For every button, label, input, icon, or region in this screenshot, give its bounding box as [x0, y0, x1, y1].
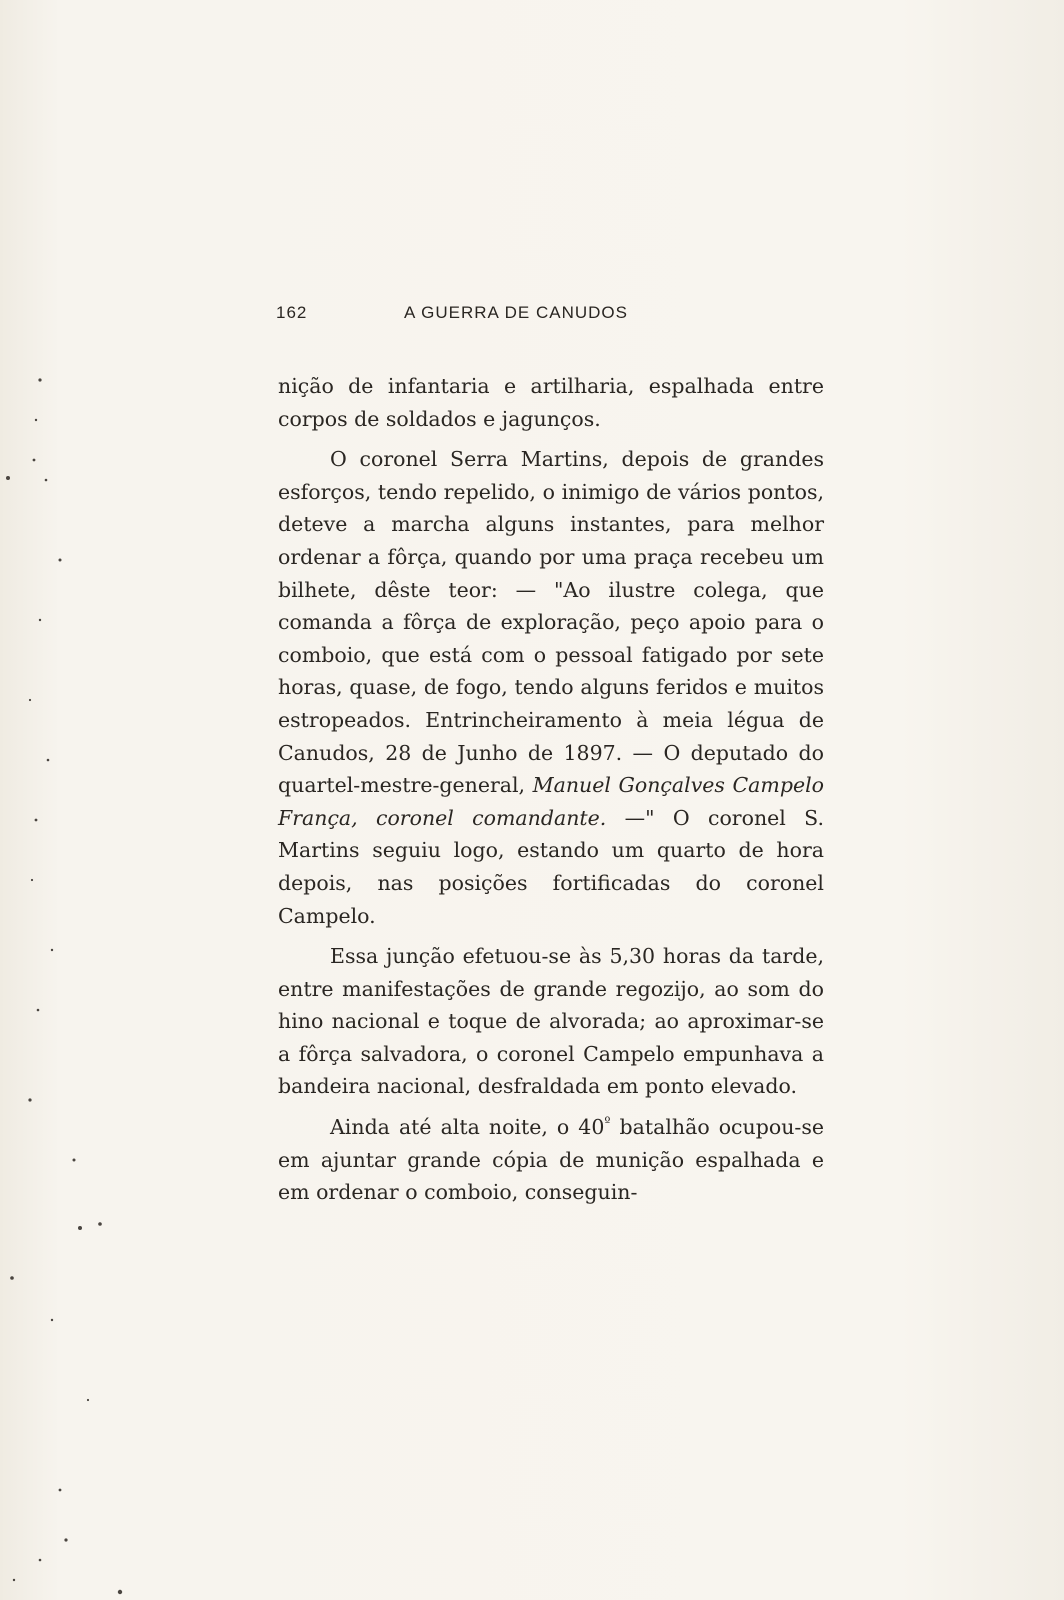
paragraph-4-part-b: batalhão ocupou-se em ajuntar grande cópia de munição espalhada e em ordenar o comboio, conseguin-: [278, 1115, 824, 1205]
paragraph-2: [278, 443, 824, 932]
ordinal-superscript: º: [604, 1115, 611, 1131]
paragraph-1: nição de infantaria e artilharia, espalhada entre corpos de soldados e jagunços.: [278, 374, 824, 431]
paragraph-4-part-a: Ainda até alta noite, o 40: [330, 1115, 605, 1140]
page-number: 162: [276, 303, 308, 322]
paragraph-3: Essa junção efetuou-se às 5,30 horas da tarde, entre manifestações de grande regozijo, ao som do hino nacional e toque de alvorada; ao aproximar-se a fôrça salvadora, o coronel Campelo empunhava a bandeira nacional, desfraldada em ponto elevado.: [278, 944, 824, 1099]
body-text: [278, 370, 824, 1209]
running-title: A GUERRA DE CANUDOS: [404, 303, 628, 322]
paragraph-2-part-a: O coronel Serra Martins, depois de grandes esforços, tendo repelido, o inimigo de vários pontos, deteve a marcha alguns instantes, para melhor ordenar a fôrça, quando por uma praça recebeu um bilhete, dêste teor: — "Ao ilustre colega, que comanda a fôrça de exploração, peço apoio para o comboio, que está com o pessoal fatigado por sete horas, quase, de fogo, tendo alguns feridos e muitos estropeados. Entrincheiramento à meia légua de Canudos, 28 de Junho de 1897. — O deputado do quartel-mestre-general,: [278, 447, 824, 798]
running-header: [276, 303, 816, 327]
paragraph-2-italic-signature: Manuel Gonçalves Campelo França, coronel comandante.: [278, 773, 824, 830]
page-edge-specks: [0, 0, 200, 1600]
paragraph-2-part-b: —" O coronel S. Martins seguiu logo, estando um quarto de hora depois, nas posições fortificadas do coronel Campelo.: [278, 805, 824, 928]
paragraph-4: [278, 1111, 824, 1209]
